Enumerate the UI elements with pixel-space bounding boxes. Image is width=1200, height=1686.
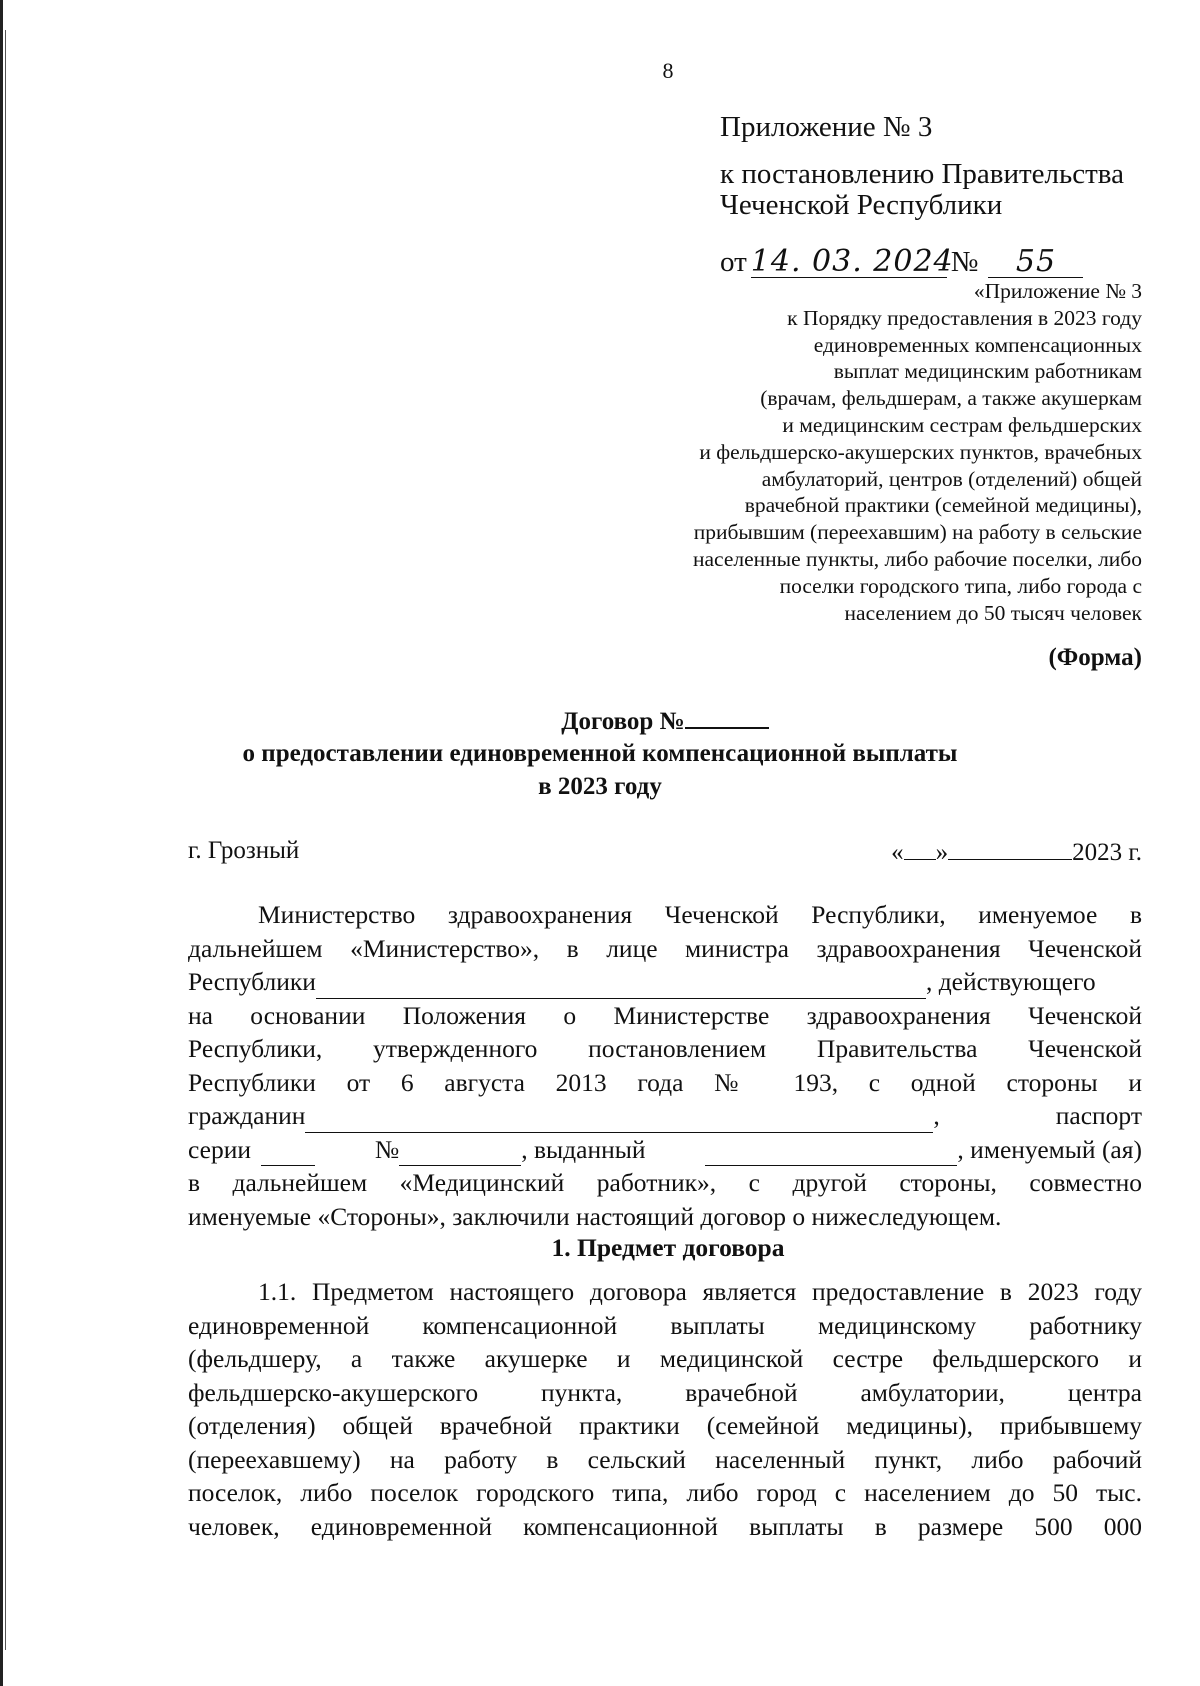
preamble-line xyxy=(188,1099,1142,1133)
order-line: поселки городского типа, либо города с xyxy=(779,573,1142,598)
section-1-title: 1. Предмет договора xyxy=(551,1233,785,1262)
appendix-header xyxy=(720,112,1124,278)
preamble-line: в дальнейшем «Медицинский работник», с другой стороны, совместно xyxy=(188,1168,1142,1197)
preamble-text: № xyxy=(374,1134,400,1164)
date-quote-close: » xyxy=(935,839,949,866)
order-line: врачебной практики (семейной медицины), xyxy=(744,493,1142,518)
contract-title xyxy=(0,705,1200,738)
order-line: «Приложение № 3 xyxy=(973,279,1142,303)
minister-name-blank xyxy=(316,976,926,999)
passport-number-blank xyxy=(399,1143,521,1166)
preamble-paragraph xyxy=(188,898,1142,1233)
preamble-text: серии xyxy=(188,1134,251,1164)
order-line: выплат медицинским работникам xyxy=(833,359,1142,384)
preamble-line xyxy=(188,965,1142,999)
contract-subtitle: о предоставлении единовременной компенсационной выплаты xyxy=(242,740,958,767)
order-reference xyxy=(582,278,1142,626)
preamble-line: на основании Положения о Министерстве здравоохранения Чеченской xyxy=(188,1000,1142,1030)
order-line: к Порядку предоставления в 2023 году xyxy=(787,305,1142,330)
section-1-line: фельдшерско-акушерского пункта, врачебной амбулатории, центра xyxy=(188,1377,1142,1407)
place-date-row xyxy=(188,837,1142,867)
preamble-line: Республики от 6 августа 2013 года № 193, с одной стороны и xyxy=(188,1067,1142,1097)
month-blank xyxy=(948,837,1072,860)
order-line: единовременных компенсационных xyxy=(813,332,1142,357)
order-line: амбулаторий, центров (отделений) общей xyxy=(761,466,1142,491)
city: г. Грозный xyxy=(188,837,300,864)
appendix-line-2: Чеченской Республики xyxy=(720,189,1003,221)
section-1-line: единовременной компенсационной выплаты медицинскому работнику xyxy=(188,1310,1142,1340)
preamble-text: гражданин xyxy=(188,1101,306,1130)
section-1-line: (переехавшему) на работу в сельский населенный пункт, либо рабочий xyxy=(188,1444,1142,1474)
citizen-name-blank xyxy=(305,1110,933,1133)
scan-edge-line xyxy=(0,0,3,1686)
form-label: (Форма) xyxy=(1048,644,1142,671)
day-blank xyxy=(904,837,936,860)
preamble-text: паспорт xyxy=(1055,1101,1142,1130)
appendix-title: Приложение № 3 xyxy=(720,111,933,143)
contract-date xyxy=(891,837,1142,867)
order-line: прибывшим (переехавшим) на работу в сельские xyxy=(693,520,1142,545)
preamble-text: , действующего xyxy=(925,967,1096,996)
contract-number-blank xyxy=(685,705,769,729)
preamble-text: , выданный xyxy=(521,1134,646,1164)
section-1-line: (фельдшеру, а также акушерке и медицинской сестре фельдшерского и xyxy=(188,1344,1142,1373)
order-line: (врачам, фельдшерам, а также акушеркам xyxy=(760,386,1142,411)
preamble-line: Республики, утвержденного постановлением Правительства Чеченской xyxy=(188,1034,1142,1063)
number-prefix: № xyxy=(950,246,979,278)
section-1-paragraph xyxy=(188,1275,1142,1543)
order-line: и фельдшерско-акушерских пунктов, врачебных xyxy=(699,439,1142,464)
contract-year-line: в 2023 году xyxy=(538,773,662,800)
appendix-line-1: к постановлению Правительства xyxy=(720,158,1124,190)
section-1-line: поселок, либо поселок городского типа, либо город с населением до 50 тыс. xyxy=(188,1478,1142,1507)
order-line: населением до 50 тысяч человек xyxy=(844,600,1142,625)
date-quote-open: « xyxy=(891,839,904,866)
date-year: 2023 г. xyxy=(1072,839,1142,866)
issued-by-blank xyxy=(705,1143,957,1166)
date-prefix: от xyxy=(720,246,747,278)
preamble-line xyxy=(188,1133,1142,1167)
section-1-line: человек, единовременной компенсационной выплаты в размере 500 000 xyxy=(188,1511,1142,1541)
passport-series-blank xyxy=(261,1143,315,1166)
preamble-text: , xyxy=(933,1101,940,1130)
page-number: 8 xyxy=(662,58,674,83)
section-1-line: (отделения) общей врачебной практики (семейной медицины), прибывшему xyxy=(188,1411,1142,1440)
preamble-line: Министерство здравоохранения Чеченской Республики, именуемое в xyxy=(258,900,1142,929)
scan-edge-line-inner xyxy=(5,30,6,1650)
order-line: и медицинским сестрам фельдшерских xyxy=(782,412,1142,437)
handwritten-date: 14. 03. 2024 xyxy=(750,244,954,279)
contract-title-text: Договор № xyxy=(561,708,685,735)
preamble-text: , именуемый (ая) xyxy=(957,1134,1142,1164)
appendix-date-line xyxy=(720,244,1124,279)
section-1-line: 1.1. Предметом настоящего договора является предоставление в 2023 году xyxy=(258,1277,1142,1306)
preamble-line: именуемые «Стороны», заключили настоящий договор о нижеследующем. xyxy=(188,1201,1002,1231)
preamble-text: Республики xyxy=(188,967,316,996)
handwritten-number: 55 xyxy=(988,247,1083,278)
preamble-line: дальнейшем «Министерство», в лице министра здравоохранения Чеченской xyxy=(188,933,1142,963)
order-line: населенные пункты, либо рабочие поселки, либо xyxy=(692,546,1142,571)
